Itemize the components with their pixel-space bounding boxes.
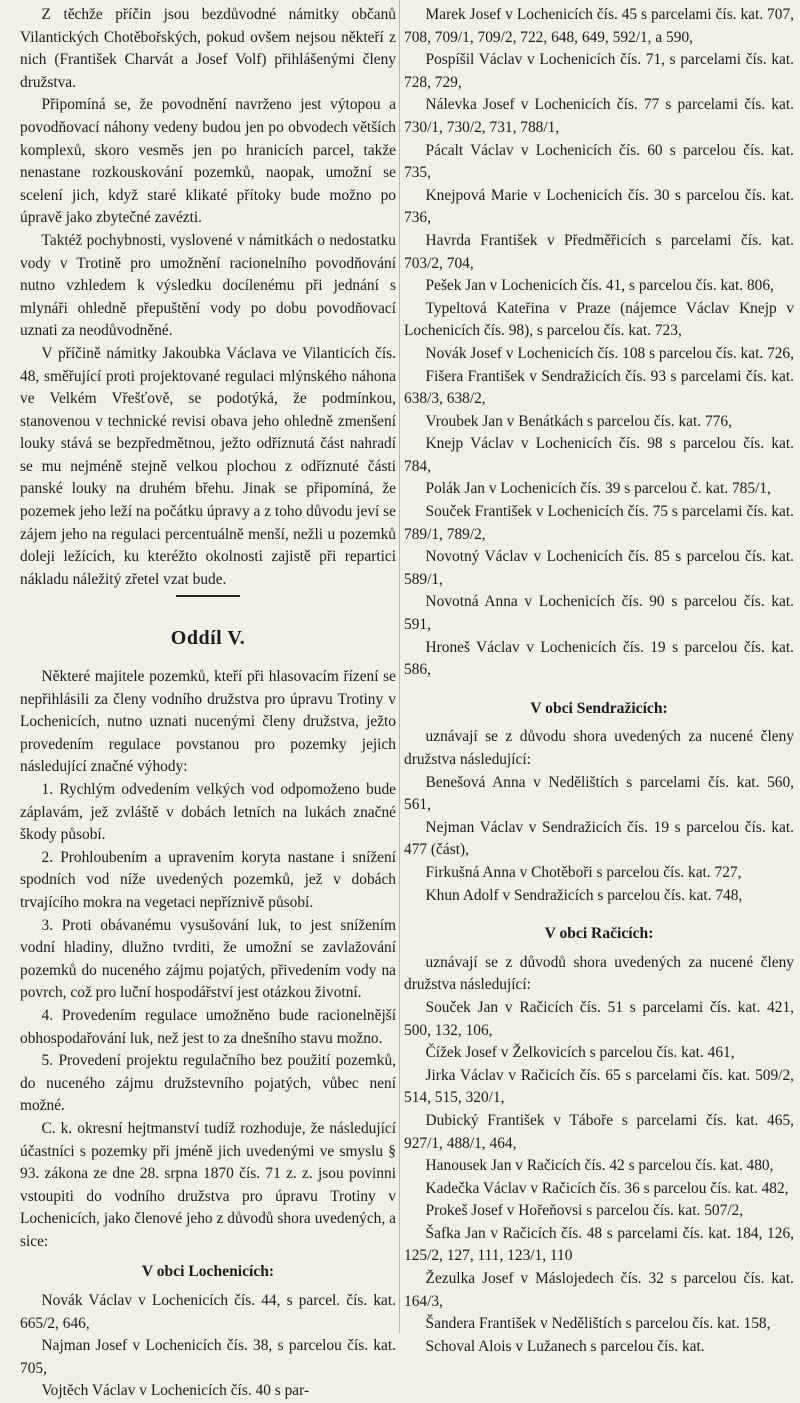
section-intro: Některé majitele pozemků, kteří při hlasovacím řízení se nepřihlásili za členy vodního družstva pro úpravu Trotiny v Lochenicích, nutno uznati nucenými členy družstva, ježto provedením regulace povstanou pro pozemky jejich následující značné výhody: <box>20 668 396 776</box>
numbered-item: 5. Provedení projektu regulačního bez použití pozemků, do nuceného zájmu družstevního pojatých, vůbec není možné. <box>20 1052 396 1115</box>
list-item: Souček Jan v Račicích čís. 51 s parcelami čís. kat. 421, 500, 132, 106, <box>404 998 794 1039</box>
list-item: Fišera František v Sendražicích čís. 93 s parcelami čís. kat. 638/3, 638/2, <box>404 367 794 408</box>
column-divider <box>399 0 400 1333</box>
list-item: Pospíšil Václav v Lochenicích čís. 71, s parcelami čís. kat. 728, 729, <box>404 51 794 91</box>
list-item: Novák Václav v Lochenicích čís. 44, s parcel. čís. kat. 665/2, 646, <box>20 1292 396 1332</box>
list-item: Khun Adolf v Sendražicích s parcelou čís. kat. 748, <box>425 886 743 904</box>
right-column <box>404 4 794 1358</box>
numbered-item: 4. Provedením regulace umožněno bude racionelnější obhospodařování luk, než jest to za dnešního stavu možno. <box>20 1006 396 1047</box>
subsection-title: V obci Lochenicích: <box>141 1263 275 1281</box>
numbered-item: 3. Proti obávanému vysušování luk, to jest snížením vodní hladiny, dlužno tvrditi, že umožní se zavlažování pozemků do nuceného zájmu pojatých, přivedením vody na povrch, což pro luční hospodářství jest otázkou životní. <box>20 916 396 1002</box>
subsection-title: V obci Sendražicích: <box>530 699 668 717</box>
subsection-title: V obci Račicích: <box>544 925 654 943</box>
subsection-intro: uznávají se z důvodů shora uvedených za nucené členy družstva následující: <box>404 953 794 994</box>
paragraph: Připomíná se, že povodnění navrženo jest výtopou a povodňovací náhony vedeny budou jen po obvodech větších komplexů, skoro vesměs jen po hranicích parcel, takže nenastane rozkouskování pozemků, naopak, umožní se scelení jich, když staré klikaté přítoky bude možno po úpravě jako zbytečné zavézti. <box>20 96 396 227</box>
list-item: Jirka Václav v Račicích čís. 65 s parcelami čís. kat. 509/2, 514, 515, 320/1, <box>404 1066 794 1107</box>
list-item: Najman Josef v Lochenicích čís. 38, s parcelou čís. kat. 705, <box>20 1337 396 1377</box>
list-item: Knejpová Marie v Lochenicích čís. 30 s parcelou čís. kat. 736, <box>404 186 794 227</box>
list-item: Knejp Václav v Lochenicích čís. 98 s parcelou čís. kat. 784, <box>404 435 794 475</box>
list-item: Hroneš Václav v Lochenicích čís. 19 s parcelou čís. kat. 586, <box>404 638 794 679</box>
numbered-item: 1. Rychlým odvedením velkých vod odpomoženo bude záplavám, jež zvláště v dobách letních na lukách značné škody působí. <box>20 781 396 844</box>
numbered-item: 2. Prohloubením a upravením koryta nastane i snížení spodních vod níže uvedených pozemků, jež v dobách trvajícího mokra na vegetaci nepříznivě působí. <box>20 848 396 911</box>
paragraph: Taktéž pochybnosti, vyslovené v námitkách o nedostatku vody v Trotině pro umožnění racionelního povodňování nutno vzhledem k výsledku docílenému při jednání s mlynáři ohledně přepuštění vody po dobu povodňovací uznati za neodůvodněné. <box>20 231 396 340</box>
list-item: Žezulka Josef v Máslojedech čís. 32 s parcelou čís. kat. 164/3, <box>404 1270 794 1310</box>
list-item: Hanousek Jan v Račicích čís. 42 s parcelou čís. kat. 480, <box>425 1157 774 1175</box>
subsection-intro: uznávají se z důvodu shora uvedených za nucené členy družstva následující: <box>404 728 794 768</box>
list-item: Novotný Václav v Lochenicích čís. 85 s parcelou čís. kat. 589/1, <box>404 548 794 588</box>
left-column <box>20 4 396 1403</box>
list-item: Nejman Václav v Sendražicích čís. 19 s parcelou čís. kat. 477 (část), <box>404 818 794 859</box>
list-item: Šafka Jan v Račicích čís. 48 s parcelami čís. kat. 184, 126, 125/2, 127, 111, 123/1, 110 <box>404 1224 794 1265</box>
list-item: Novák Josef v Lochenicích čís. 108 s parcelou čís. kat. 726, <box>425 344 794 362</box>
list-item: Benešová Anna v Nedělištích s parcelami čís. kat. 560, 561, <box>404 773 794 814</box>
list-item: Typeltová Kateřina v Praze (nájemce Václav Knejp v Lochenicích čís. 98), s parcelou čís. kat. 723, <box>404 299 794 340</box>
list-item: Firkušná Anna v Chotěboři s parcelou čís. kat. 727, <box>425 863 742 881</box>
list-item: Dubický František v Táboře s parcelami čís. kat. 465, 927/1, 488/1, 464, <box>404 1111 794 1152</box>
paragraph: V příčině námitky Jakoubka Václava ve Vilanticích čís. 48, směřující proti projektované regulaci mlýnského náhona ve Velkém Vřešťově, se podotýká, že podmínkou, stanovenou v technické revisi obava jeho ohledně zmenšení louky stává se bezpředmětnou, ježto odříznutá část nahradí se mu nejméně stejně velkou plochou z odříznuté části panské louky na druhém břehu. Jinak se připomíná, že pozemek jeho leží na počátku úpravy a z toho důvodu jeví se zájem jeho na regulaci percentuálně menší, nežli u pozemků doleji ležících, ku kteréžto okolnosti zajistě při repartici nákladu náležitý zřetel vzat bude. <box>20 344 396 588</box>
list-item: Souček František v Lochenicích čís. 75 s parcelami čís. kat. 789/1, 789/2, <box>404 503 794 543</box>
section-title: Oddíl V. <box>170 627 246 650</box>
list-item: Pešek Jan v Lochenicích čís. 41, s parcelou čís. kat. 806, <box>425 277 774 295</box>
list-item: Nálevka Josef v Lochenicích čís. 77 s parcelami čís. kat. 730/1, 730/2, 731, 788/1, <box>404 96 794 136</box>
list-item: Vroubek Jan v Benátkách s parcelou čís. kat. 776, <box>425 412 732 430</box>
list-item: Čížek Josef v Želkovicích s parcelou čís. kat. 461, <box>425 1044 735 1062</box>
paragraph: Z těchže příčin jsou bezdůvodné námitky občanů Vilantických Chotěbořských, pokud ovšem nejsou někteří z nich (František Charvát a Josef Volf) přihlášenými členy družstva. <box>20 6 396 91</box>
list-item: Marek Josef v Lochenicích čís. 45 s parcelami čís. kat. 707, 708, 709/1, 709/2, 722, 648, 649, 592/1, a 590, <box>404 6 794 46</box>
list-item: Polák Jan v Lochenicích čís. 39 s parcelou č. kat. 785/1, <box>425 480 771 498</box>
list-item: Pácalt Václav v Lochenicích čís. 60 s parcelou čís. kat. 735, <box>404 141 794 182</box>
list-item: Kadečka Václav v Račicích čís. 36 s parcelou čís. kat. 482, <box>425 1179 789 1197</box>
section-divider <box>176 595 240 597</box>
decision-paragraph: C. k. okresní hejtmanství tudíž rozhoduje, že následující účastníci s pozemky při jméně jich uvedenými ve smyslu § 93. zákona ze dne 28. srpna 1870 čís. 71 z. z. jsou povinni vstoupiti do vodního družstva pro úpravu Trotiny v Lochenicích, jako členové jeho z důvodů shora uvedených, a sice: <box>20 1119 396 1250</box>
list-item: Šandera František v Nedělištích s parcelou čís. kat. 158, <box>425 1315 771 1333</box>
list-item: Schoval Alois v Lužanech s parcelou čís. kat. <box>425 1337 705 1355</box>
list-item: Vojtěch Václav v Lochenicích čís. 40 s par- <box>41 1382 310 1400</box>
list-item: Prokeš Josef v Hořeňovsi s parcelou čís. kat. 507/2, <box>425 1202 744 1220</box>
list-item: Havrda František v Předměřicích s parcelami čís. kat. 703/2, 704, <box>404 231 794 272</box>
list-item: Novotná Anna v Lochenicích čís. 90 s parcelou čís. kat. 591, <box>404 593 794 634</box>
